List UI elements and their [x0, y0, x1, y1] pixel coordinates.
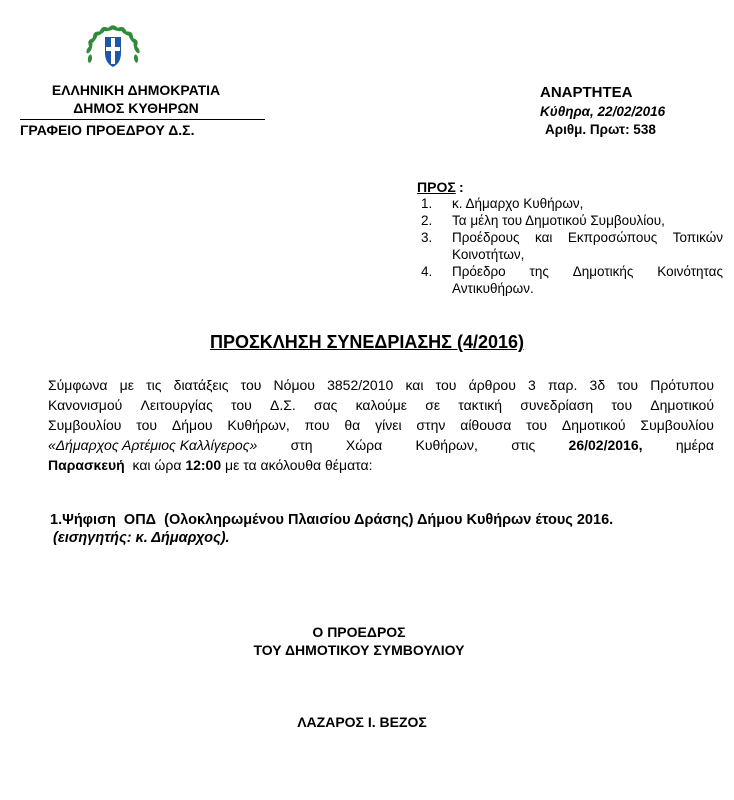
word: τις — [146, 377, 162, 393]
word: παρ. — [547, 377, 578, 393]
word: Χώρα — [345, 437, 383, 453]
recipient-item: κ. Δήμαρχο Κυθήρων, — [452, 196, 584, 211]
council-hall-name: «Δήμαρχος Αρτέμιος Καλλίγερος» — [48, 437, 258, 453]
closing-text: με τα ακόλουθα θέματα: — [225, 457, 373, 473]
word: του — [240, 377, 262, 393]
word: Σύμφωνα — [48, 377, 108, 393]
word: άρθρου — [468, 377, 516, 393]
word: Νόμου — [273, 377, 315, 393]
word: του — [435, 377, 457, 393]
word: σε — [425, 397, 441, 413]
protocol-number: Αριθμ. Πρωτ: 538 — [545, 122, 656, 137]
laurel-leaf — [133, 54, 138, 63]
word: του — [136, 417, 158, 433]
title-text: ΠΡΟΣΚΛΗΣΗ ΣΥΝΕΔΡΙΑΣΗΣ (4/2016) — [209, 332, 524, 352]
word: γίνει — [375, 417, 402, 433]
word: Κοινότητας — [657, 264, 723, 279]
word: Τοπικών — [672, 230, 723, 245]
word: Δ.Σ. — [269, 397, 296, 413]
word: διατάξεις — [173, 377, 229, 393]
org-line-republic: ΕΛΛΗΝΙΚΗ ΔΗΜΟΚΡΑΤΙΑ — [51, 82, 221, 98]
word: του — [617, 377, 639, 393]
signature-title: Ο ΠΡΟΕΔΡΟΣ — [312, 624, 406, 640]
body-line-2 — [48, 395, 714, 415]
recipient-number: 3. — [421, 230, 433, 245]
meeting-time: 12:00 — [185, 457, 222, 473]
word: Δημοτικού — [561, 417, 626, 433]
word: Εκπροσώπους — [567, 230, 658, 245]
agenda-item-1: 1.Ψήφιση ΟΠΔ (Ολοκληρωμένου Πλαισίου Δράσης) Δήμου Κυθήρων έτους 2016. — [50, 512, 614, 528]
word: Δήμου — [171, 417, 213, 433]
word: του — [611, 397, 633, 413]
place-date: Κύθηρα, 22/02/2016 — [540, 104, 666, 119]
org-line-municipality: ΔΗΜΟΣ ΚΥΘΗΡΩΝ — [73, 100, 199, 116]
word: 3δ — [589, 377, 606, 393]
signature-name: ΛΑΖΑΡΟΣ Ι. ΒΕΖΟΣ — [297, 714, 427, 730]
hellenic-republic-emblem-icon — [85, 23, 141, 79]
word: με — [119, 377, 134, 393]
time-text: και ώρα — [132, 457, 182, 473]
word: στις — [511, 437, 536, 453]
word: στη — [290, 437, 313, 453]
meeting-day: Παρασκευή — [48, 457, 125, 473]
agenda-rapporteur: (εισηγητής: κ. Δήμαρχος). — [53, 530, 230, 546]
recipient-number: 2. — [421, 213, 433, 228]
page-title — [0, 331, 734, 353]
word: Κανονισμού — [48, 397, 123, 413]
word: Πρόεδρο — [452, 264, 506, 279]
word: Κυθήρων, — [227, 417, 290, 433]
word: τακτική — [458, 397, 503, 413]
meeting-date: 26/02/2016, — [568, 437, 643, 453]
word: 3 — [528, 377, 536, 393]
word: και — [405, 377, 424, 393]
word: αίθουσα — [460, 417, 512, 433]
laurel-leaf — [87, 54, 92, 63]
recipient-item-continuation: Αντικυθήρων. — [452, 281, 534, 296]
word: καλούμε — [355, 397, 408, 413]
word: 3852/2010 — [327, 377, 394, 393]
word: Συμβουλίου — [640, 417, 714, 433]
word: Προέδρους — [452, 230, 520, 245]
cross-shield — [105, 37, 121, 67]
header-divider — [20, 119, 265, 120]
word: Δημοτικής — [572, 264, 634, 279]
recipient-item — [452, 229, 723, 246]
word: συνεδρίαση — [520, 397, 594, 413]
recipients-label: ΠΡΟΣ — [417, 179, 456, 195]
signature-council: ΤΟΥ ΔΗΜΟΤΙΚΟΥ ΣΥΜΒΟΥΛΙΟΥ — [253, 642, 465, 658]
word: στην — [416, 417, 446, 433]
word: θα — [344, 417, 361, 433]
recipient-item-continuation: Κοινοτήτων, — [452, 247, 525, 262]
word: που — [304, 417, 330, 433]
word: και — [534, 230, 553, 245]
word: της — [529, 264, 549, 279]
body-line-1 — [48, 375, 714, 395]
recipients-colon: : — [459, 179, 464, 195]
body-line-3 — [48, 415, 714, 435]
word: σας — [313, 397, 338, 413]
org-line-office: ΓΡΑΦΕΙΟ ΠΡΟΕΔΡΟΥ Δ.Σ. — [20, 122, 195, 138]
word: Κυθήρων, — [415, 437, 478, 453]
recipient-number: 1. — [421, 196, 433, 211]
posting-notice: ΑΝΑΡΤΗΤΕΑ — [540, 84, 633, 101]
word: Δημοτικού — [650, 397, 714, 413]
word: του — [526, 417, 548, 433]
body-line-4 — [48, 435, 714, 455]
word: Συμβουλίου — [48, 417, 122, 433]
body-line-5 — [48, 455, 714, 475]
word: ημέρα — [675, 437, 714, 453]
recipient-item — [452, 263, 723, 280]
word: Πρότυπου — [650, 377, 714, 393]
word: Λειτουργίας — [140, 397, 213, 413]
word: του — [231, 397, 252, 413]
recipient-number: 4. — [421, 264, 433, 279]
recipient-item: Τα μέλη του Δημοτικού Συμβουλίου, — [452, 213, 665, 228]
